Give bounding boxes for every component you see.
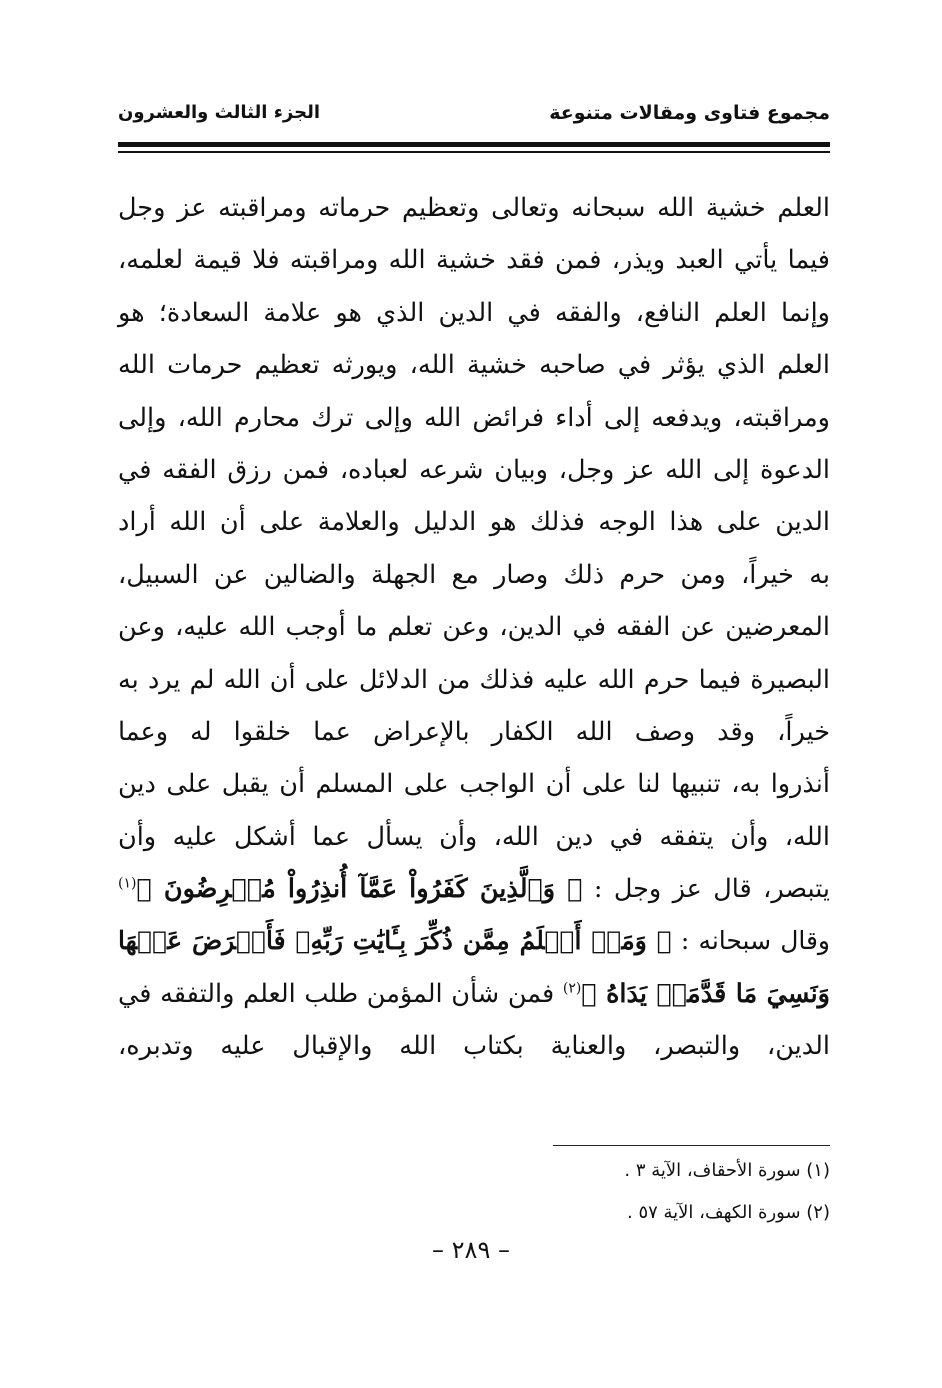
footnote: (٢) سورة الكهف، الآية ٥٧ .: [626, 1202, 830, 1223]
text-line: الدين، والتبصر، والعناية بكتاب الله والإقبال عليه وتدبره،: [118, 1031, 830, 1062]
text-line-with-verse: [118, 863, 830, 915]
footnote-ref: (١): [118, 875, 137, 892]
text-line: أنذروا به، تنبيها لنا على أن الواجب على المسلم أن يقبل على دين: [118, 769, 830, 800]
text-line-with-verse: [118, 968, 830, 1020]
text-line: الله، وأن يتفقه في دين الله، وأن يسأل عما أشكل عليه وأن: [118, 821, 830, 852]
footnotes: [118, 1150, 830, 1234]
book-title: مجموع فتاوى ومقالات متنوعة: [549, 102, 830, 124]
footnote-ref: (٢): [562, 980, 582, 997]
text-line: وإنما العلم النافع، والفقه في الدين الذي هو علامة السعادة؛ هو: [118, 297, 830, 328]
text-line: ومراقبته، ويدفعه إلى أداء فرائض الله وإلى ترك محارم الله، وإلى: [118, 402, 830, 433]
running-header: [118, 96, 830, 136]
text-line: الدعوة إلى الله عز وجل، وبيان شرعه لعباده، فمن رزق الفقه في: [118, 454, 830, 485]
quran-verse: ﴿ وَمَنۡ أَظۡلَمُ مِمَّن ذُكِّرَ بِـَٔايَٰتِ رَبِّهِۦ فَأَعۡرَضَ عَنۡهَا: [118, 926, 672, 956]
text-line: الدين على هذا الوجه فذلك هو الدليل والعلامة على أن الله أراد: [118, 507, 830, 538]
quran-verse: ﴿ وَٱلَّذِينَ كَفَرُواْ عَمَّآ أُنذِرُواْ مُعۡرِضُونَ ﴾: [136, 874, 583, 905]
text-line: البصيرة فيما حرم الله عليه فذلك من الدلائل على أن الله لم يرد به: [118, 664, 830, 695]
text-line: فيما يأتي العبد ويذر، فمن فقد خشية الله ومراقبته فلا قيمة لعلمه،: [118, 245, 830, 276]
quran-verse: وَنَسِيَ مَا قَدَّمَتۡ يَدَاهُ ﴾: [581, 978, 830, 1009]
text-line: خيراً، وقد وصف الله الكفار بالإعراض عما خلقوا له وعما: [118, 716, 830, 747]
text-line: العلم خشية الله سبحانه وتعالى وتعظيم حرماته ومراقبته عز وجل: [118, 193, 830, 223]
page-number: – ٢٨٩ –: [432, 1236, 510, 1264]
header-rule-thick: [118, 142, 830, 147]
footnote: (١) سورة الأحقاف، الآية ٣ .: [624, 1160, 830, 1181]
line-text: يتبصر، قال عز وجل :: [582, 874, 830, 905]
header-rule-thin: [118, 151, 830, 153]
text-line: العلم الذي يؤثر في صاحبه خشية الله، ويورثه تعظيم حرمات الله: [118, 350, 830, 381]
text-line: به خيراً، ومن حرم ذلك وصار مع الجهلة والضالين عن السبيل،: [118, 559, 830, 590]
main-text: [118, 182, 830, 1073]
volume-label: الجزء الثالث والعشرون: [118, 102, 321, 123]
footnote-divider: [553, 1145, 830, 1146]
text-line: المعرضين عن الفقه في الدين، وعن تعلم ما أوجب الله عليه، وعن: [118, 612, 830, 643]
text-line-with-verse: [118, 915, 830, 967]
line-text: فمن شأن المؤمن طلب العلم والتفقه في: [118, 978, 563, 1009]
line-text: وقال سبحانه :: [671, 926, 830, 956]
